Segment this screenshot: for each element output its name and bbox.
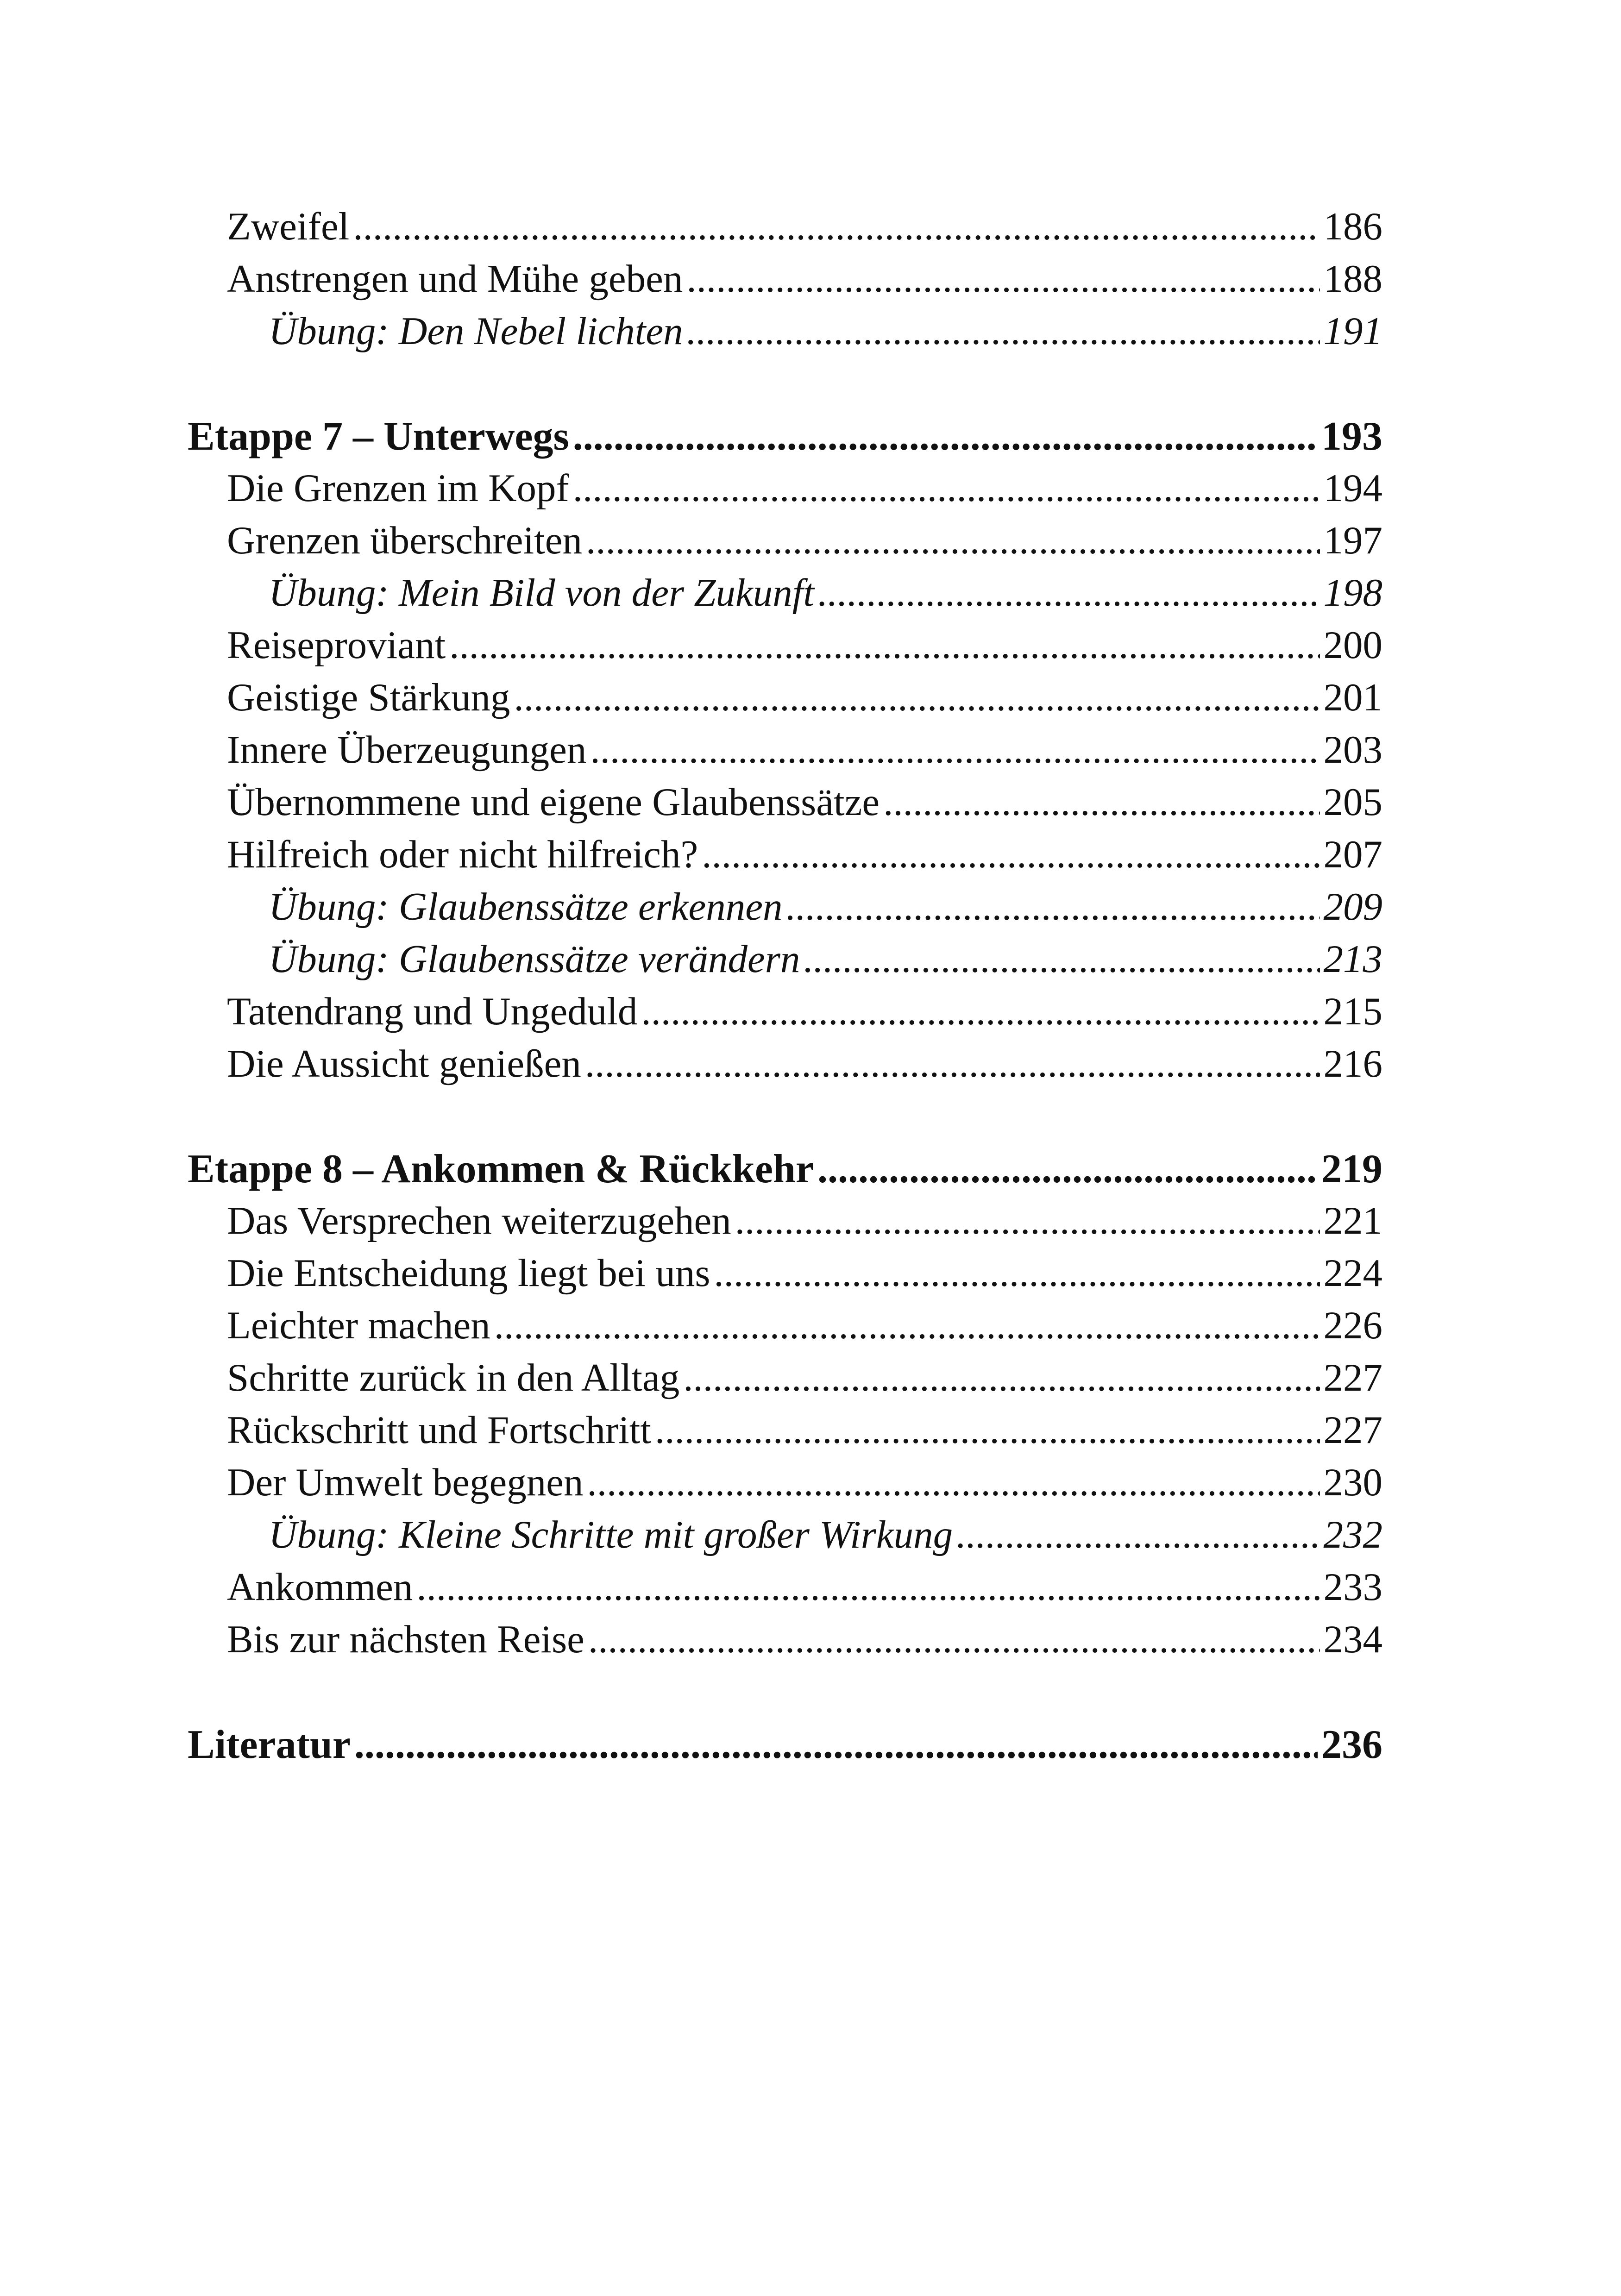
toc-entry-title: Die Entscheidung liegt bei uns xyxy=(227,1251,710,1295)
toc-entry-title: Übung: Kleine Schritte mit großer Wirkung xyxy=(269,1513,953,1556)
toc-stage-page: 236 xyxy=(1321,1722,1382,1767)
dot-leader xyxy=(573,465,1320,511)
dot-leader xyxy=(883,779,1319,825)
toc-stage-page: 193 xyxy=(1321,414,1382,459)
toc-entry[interactable] xyxy=(188,727,1382,779)
toc-exercise-entry[interactable] xyxy=(188,884,1382,936)
dot-leader xyxy=(590,727,1319,772)
toc-entry-title: Tatendrang und Ungeduld xyxy=(227,990,638,1033)
toc-entry[interactable] xyxy=(188,1198,1382,1250)
toc-entry[interactable] xyxy=(188,989,1382,1041)
toc-entry-title: Die Aussicht genießen xyxy=(227,1042,581,1085)
toc-entry-page: 200 xyxy=(1323,623,1382,667)
toc-entry-title: Schritte zurück in den Alltag xyxy=(227,1356,680,1399)
toc-exercise-entry[interactable] xyxy=(188,308,1382,361)
toc-entry-page: 230 xyxy=(1323,1461,1382,1504)
dot-leader xyxy=(514,675,1319,720)
toc-entry-page: 198 xyxy=(1323,571,1382,615)
dot-leader xyxy=(586,518,1320,563)
toc-entry-title: Ankommen xyxy=(227,1565,413,1609)
toc-entry-title: Innere Überzeugungen xyxy=(227,728,587,772)
toc-entry-title: Reiseproviant xyxy=(227,623,446,667)
dot-leader xyxy=(641,989,1319,1034)
toc-entry-title: Rückschritt und Fortschritt xyxy=(227,1408,652,1452)
toc-entry-page: 221 xyxy=(1323,1199,1382,1242)
toc-entry[interactable] xyxy=(188,779,1382,832)
toc-entry-page: 207 xyxy=(1323,833,1382,876)
toc-entry-title: Übung: Glaubenssätze verändern xyxy=(269,937,800,981)
toc-stage-page: 219 xyxy=(1321,1147,1382,1192)
toc-stage-heading[interactable] xyxy=(188,413,1382,465)
toc-entry-page: 215 xyxy=(1323,990,1382,1033)
toc-entry-page: 227 xyxy=(1323,1356,1382,1399)
toc-entry[interactable] xyxy=(188,204,1382,256)
toc-entry-title: Anstrengen und Mühe geben xyxy=(227,257,683,301)
toc-exercise-entry[interactable] xyxy=(188,936,1382,989)
dot-leader xyxy=(687,308,1320,354)
toc-stage-title: Etappe 7 – Unterwegs xyxy=(188,414,569,459)
dot-leader xyxy=(702,832,1319,877)
toc-entry[interactable] xyxy=(188,518,1382,570)
dot-leader xyxy=(804,936,1319,982)
dot-leader xyxy=(714,1250,1319,1296)
toc-entry-page: 209 xyxy=(1323,885,1382,928)
dot-leader xyxy=(588,1617,1320,1662)
table-of-contents xyxy=(188,204,1382,1774)
dot-leader xyxy=(683,1355,1319,1400)
toc-stage-title: Literatur xyxy=(188,1722,351,1767)
dot-leader xyxy=(416,1564,1319,1610)
toc-entry-title: Bis zur nächsten Reise xyxy=(227,1618,584,1661)
dot-leader xyxy=(573,413,1318,460)
dot-leader xyxy=(786,884,1319,929)
toc-entry[interactable] xyxy=(188,1564,1382,1617)
toc-entry-page: 234 xyxy=(1323,1618,1382,1661)
toc-entry-title: Hilfreich oder nicht hilfreich? xyxy=(227,833,698,876)
dot-leader xyxy=(494,1303,1320,1348)
toc-entry-title: Die Grenzen im Kopf xyxy=(227,466,569,510)
toc-entry-page: 233 xyxy=(1323,1565,1382,1609)
toc-entry[interactable] xyxy=(188,1355,1382,1407)
toc-exercise-entry[interactable] xyxy=(188,570,1382,622)
toc-exercise-entry[interactable] xyxy=(188,1512,1382,1564)
toc-entry-title: Übernommene und eigene Glaubenssätze xyxy=(227,780,880,824)
dot-leader xyxy=(354,1721,1318,1768)
toc-entry[interactable] xyxy=(188,1407,1382,1460)
dot-leader xyxy=(353,204,1319,249)
toc-entry-page: 188 xyxy=(1323,257,1382,301)
toc-entry[interactable] xyxy=(188,1617,1382,1669)
toc-entry-page: 197 xyxy=(1323,519,1382,562)
toc-entry-page: 186 xyxy=(1323,205,1382,248)
toc-entry-title: Leichter machen xyxy=(227,1304,490,1347)
toc-entry-page: 205 xyxy=(1323,780,1382,824)
toc-stage-title: Etappe 8 – Ankommen & Rückkehr xyxy=(188,1147,814,1192)
dot-leader xyxy=(585,1041,1320,1086)
dot-leader xyxy=(587,1460,1319,1505)
toc-literature-heading[interactable] xyxy=(188,1721,1382,1774)
toc-entry-page: 216 xyxy=(1323,1042,1382,1085)
toc-entry-page: 191 xyxy=(1323,309,1382,353)
toc-entry-page: 226 xyxy=(1323,1304,1382,1347)
toc-entry[interactable] xyxy=(188,832,1382,884)
toc-entry[interactable] xyxy=(188,1460,1382,1512)
toc-entry-page: 194 xyxy=(1323,466,1382,510)
dot-leader xyxy=(686,256,1319,301)
dot-leader xyxy=(817,1146,1318,1192)
dot-leader xyxy=(956,1512,1319,1557)
toc-entry[interactable] xyxy=(188,465,1382,518)
dot-leader xyxy=(449,622,1319,668)
toc-entry-page: 201 xyxy=(1323,676,1382,719)
toc-entry[interactable] xyxy=(188,675,1382,727)
dot-leader xyxy=(818,570,1319,615)
dot-leader xyxy=(735,1198,1320,1243)
toc-entry[interactable] xyxy=(188,256,1382,308)
toc-entry-page: 213 xyxy=(1323,937,1382,981)
toc-entry-title: Zweifel xyxy=(227,205,350,248)
toc-entry-title: Geistige Stärkung xyxy=(227,676,510,719)
toc-entry-page: 224 xyxy=(1323,1251,1382,1295)
toc-stage-heading[interactable] xyxy=(188,1146,1382,1198)
toc-entry-page: 227 xyxy=(1323,1408,1382,1452)
toc-entry[interactable] xyxy=(188,1250,1382,1303)
toc-entry[interactable] xyxy=(188,622,1382,675)
toc-entry-page: 232 xyxy=(1323,1513,1382,1556)
toc-entry-page: 203 xyxy=(1323,728,1382,772)
toc-entry-title: Übung: Glaubenssätze erkennen xyxy=(269,885,783,928)
toc-entry-title: Grenzen überschreiten xyxy=(227,519,582,562)
toc-entry-title: Übung: Mein Bild von der Zukunft xyxy=(269,571,815,615)
toc-entry-title: Übung: Den Nebel lichten xyxy=(269,309,683,353)
toc-entry-title: Das Versprechen weiterzugehen xyxy=(227,1199,731,1242)
toc-entry-title: Der Umwelt begegnen xyxy=(227,1461,584,1504)
dot-leader xyxy=(655,1407,1319,1453)
toc-entry[interactable] xyxy=(188,1041,1382,1093)
toc-entry[interactable] xyxy=(188,1303,1382,1355)
